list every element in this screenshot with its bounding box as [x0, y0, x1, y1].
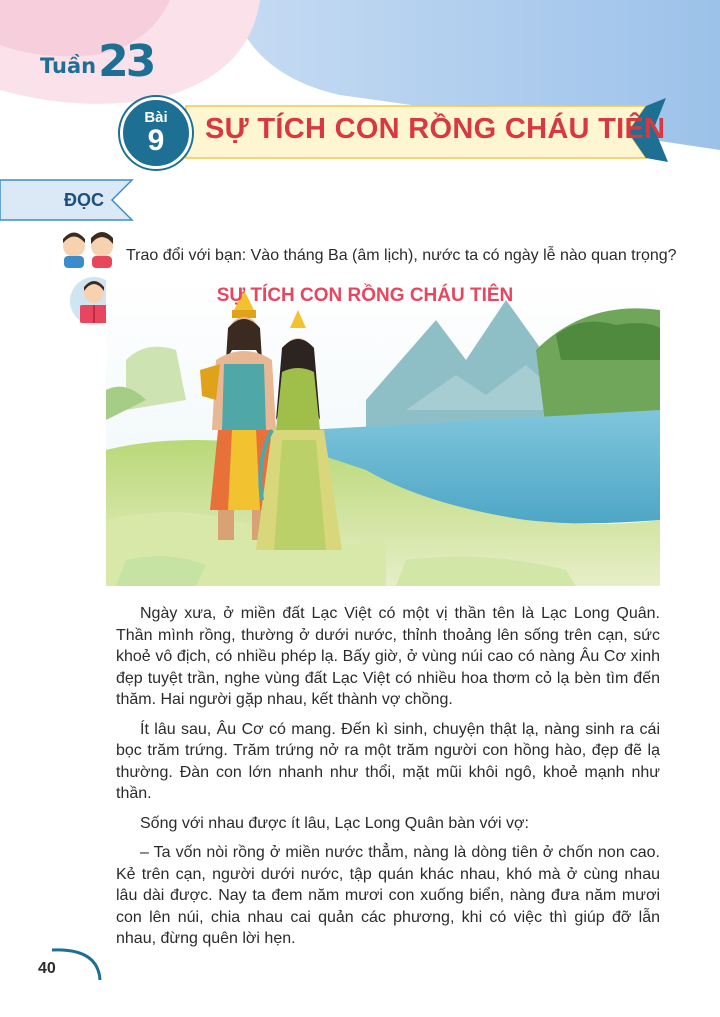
story-paragraph: – Ta vốn nòi rồng ở miền nước thẳm, nàng là dòng tiên ở chốn non cao. Kẻ trên cạn, người dưới nước, tập quán khác nhau, khó mà ở cùng nhau lâu dài được. Nay ta đem năm mươi con xuống biển, nàng đưa năm mươi con lên núi, chia nhau cai quản các phương, khi có việc thì giúp đỡ lẫn nhau, đừng quên lời hẹn. — [116, 844, 660, 947]
discuss-pair-icon — [58, 228, 120, 268]
week-label: Tuần — [40, 54, 97, 78]
lesson-word: Bài — [144, 109, 168, 126]
illustration-title: SỰ TÍCH CON RỒNG CHÁU TIÊN — [216, 285, 514, 306]
lesson-badge — [120, 97, 192, 169]
story-illustration — [106, 280, 660, 586]
story-paragraph: Sống với nhau được ít lâu, Lạc Long Quân bàn với vợ: — [140, 814, 529, 832]
lesson-number: 9 — [147, 124, 165, 157]
discussion-prompt: Trao đổi với bạn: Vào tháng Ba (âm lịch), nước ta có ngày lễ nào quan trọng? — [126, 247, 677, 264]
week-number: 23 — [98, 36, 154, 87]
section-label: ĐỌC — [64, 190, 104, 210]
story-paragraph: Ít lâu sau, Âu Cơ có mang. Đến kì sinh, chuyện thật lạ, nàng sinh ra cái bọc trăm trứng. Trăm trứng nở ra một trăm người con hồng hào, đẹp đẽ lạ thường. Đàn con lớn nhanh như thổi, mặt mũi khôi ngô, khoẻ mạnh như thần. — [116, 720, 660, 802]
story-paragraph: Ngày xưa, ở miền đất Lạc Việt có một vị thần tên là Lạc Long Quân. Thần mình rồng, thường ở dưới nước, thỉnh thoảng lên sống trên cạn, sức khoẻ vô địch, có nhiều phép lạ. Bấy giờ, ở vùng núi cao có nàng Âu Cơ xinh đẹp tuyệt trần, nghe vùng đất Lạc Việt có nhiều hoa thơm cỏ lạ bèn tìm đến thăm. Hai người gặp nhau, kết thành vợ chồng. — [116, 605, 660, 708]
story-text — [116, 603, 660, 958]
week-indicator — [40, 38, 153, 86]
page-number-arc — [48, 944, 108, 984]
lesson-title: SỰ TÍCH CON RỒNG CHÁU TIÊN — [205, 113, 666, 145]
page-number: 40 — [38, 960, 56, 977]
